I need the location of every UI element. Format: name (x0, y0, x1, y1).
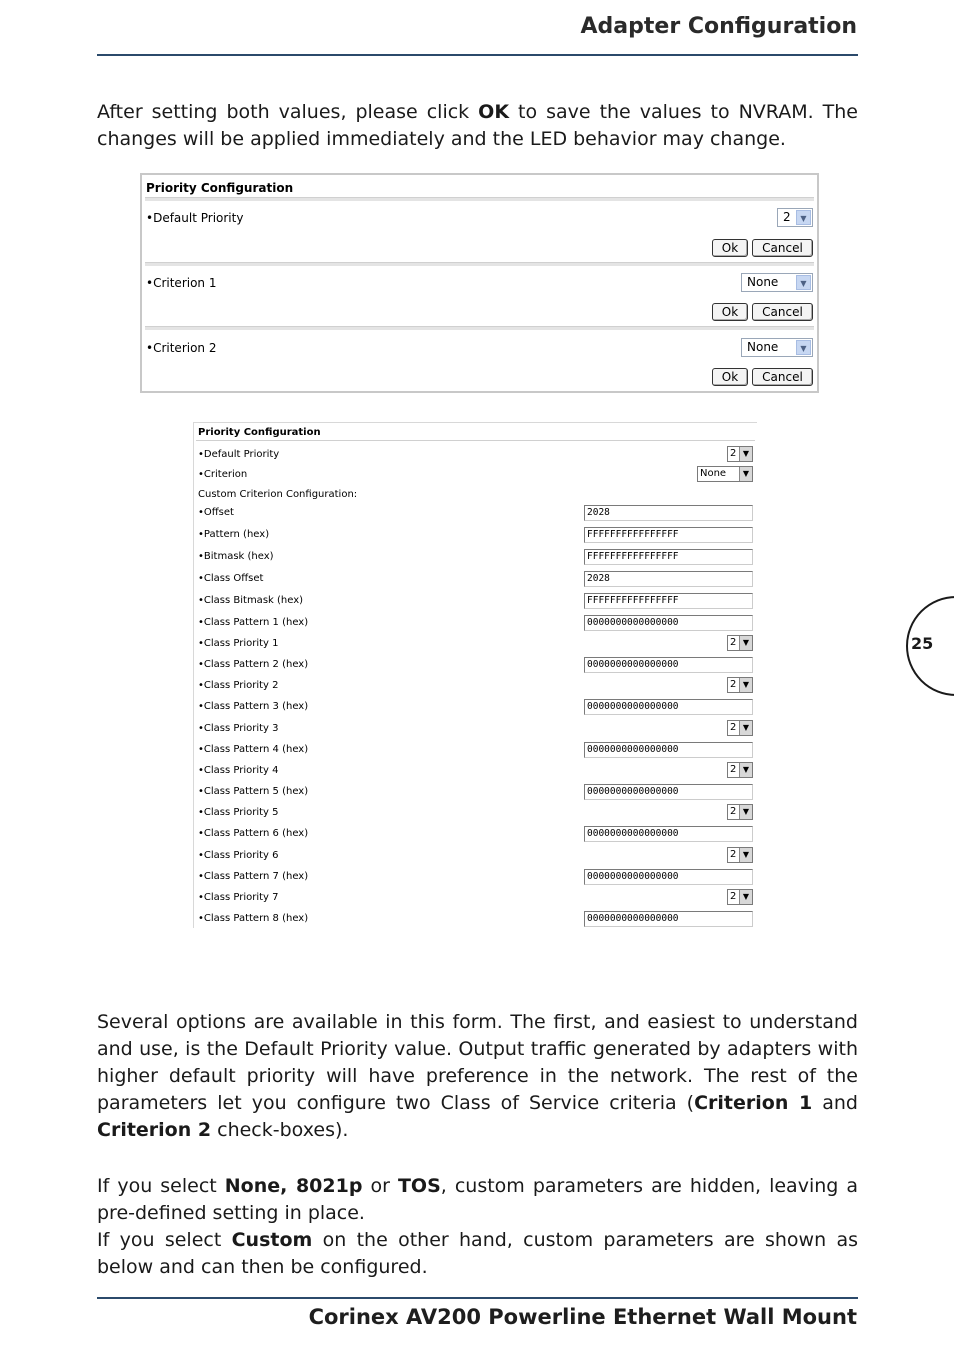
cancel-button[interactable]: Cancel (752, 303, 813, 321)
criterion-2-select[interactable] (741, 338, 813, 357)
shot2-title-rule (196, 440, 755, 441)
criterion-1-value: None (747, 275, 779, 289)
options-paragraph (97, 1009, 858, 1144)
class-priority-5-value: 2 (730, 806, 737, 817)
class-priority-4-label: •Class Priority 4 (198, 765, 279, 776)
ok-button[interactable]: Ok (712, 303, 748, 321)
custom-criterion-heading: Custom Criterion Configuration: (198, 489, 358, 500)
chevron-down-icon: ▼ (739, 636, 752, 650)
class-pattern-8-label: •Class Pattern 8 (hex) (198, 913, 309, 924)
select-none-text-3: , custom parameters are hidden, leaving a pre-defined setting in place. (97, 1175, 859, 1224)
class-priority-7-label: •Class Priority 7 (198, 892, 279, 903)
class-priority-5-label: •Class Priority 5 (198, 807, 279, 818)
shot2-title: Priority Configuration (198, 427, 321, 438)
footer-product-title: Corinex AV200 Powerline Ethernet Wall Mount (308, 1305, 857, 1329)
class-priority-7-select[interactable] (727, 889, 753, 905)
offset-field[interactable]: 2028 (584, 505, 753, 521)
class-pattern-6-field[interactable]: 0000000000000000 (584, 826, 753, 842)
class-pattern-7-label: •Class Pattern 7 (hex) (198, 871, 309, 882)
criterion-1-label: •Criterion 1 (146, 276, 217, 290)
class-priority-3-label: •Class Priority 3 (198, 723, 279, 734)
class-pattern-3-label: •Class Pattern 3 (hex) (198, 701, 309, 712)
class-pattern-5-field[interactable]: 0000000000000000 (584, 784, 753, 800)
class-priority-3-select[interactable] (727, 720, 753, 736)
class-priority-2-value: 2 (730, 679, 737, 690)
options-text-1: Several options are available in this form. The first, and easiest to understand and use, is the Default Priority value. Output traffic generated by adapters with higher default priority will have preference in the network. The rest of the parameters let you configure two Class of Service criteria ( (97, 1011, 858, 1114)
chevron-down-icon: ▼ (739, 890, 752, 904)
criterion-1-select[interactable] (741, 273, 813, 292)
page-number: 25 (911, 634, 934, 653)
class-priority-7-value: 2 (730, 891, 737, 902)
tos-bold: TOS (397, 1175, 441, 1197)
section-divider (145, 262, 814, 266)
class-pattern-1-label: •Class Pattern 1 (hex) (198, 617, 309, 628)
class-priority-1-select[interactable] (727, 635, 753, 651)
options-text-3: check-boxes). (211, 1119, 349, 1141)
criterion-2-value: None (747, 340, 779, 354)
intro-text-post: to save the values to NVRAM. The changes will be applied immediately and the LED behavior may change. (97, 101, 858, 150)
chevron-down-icon: ▼ (796, 275, 811, 290)
select-custom-paragraph (97, 1227, 858, 1281)
intro-text-pre: After setting both values, please click (97, 101, 479, 123)
class-priority-2-select[interactable] (727, 677, 753, 693)
class-priority-4-select[interactable] (727, 762, 753, 778)
chevron-down-icon: ▼ (739, 678, 752, 692)
select-custom-text-1: If you select (97, 1229, 232, 1251)
default-priority-select[interactable] (727, 446, 753, 462)
class-priority-6-value: 2 (730, 849, 737, 860)
class-pattern-5-label: •Class Pattern 5 (hex) (198, 786, 309, 797)
default-priority-label: •Default Priority (146, 211, 244, 225)
shot1-divider (145, 197, 814, 201)
ok-button[interactable]: Ok (712, 239, 748, 257)
pattern-field[interactable]: FFFFFFFFFFFFFFFF (584, 527, 753, 543)
class-pattern-2-label: •Class Pattern 2 (hex) (198, 659, 309, 670)
class-priority-6-label: •Class Priority 6 (198, 850, 279, 861)
ok-button[interactable]: Ok (712, 368, 748, 386)
default-priority-select[interactable] (777, 208, 813, 227)
bitmask-field[interactable]: FFFFFFFFFFFFFFFF (584, 549, 753, 565)
class-offset-label: •Class Offset (198, 573, 264, 584)
default-priority-value: 2 (783, 210, 791, 224)
class-pattern-4-field[interactable]: 0000000000000000 (584, 742, 753, 758)
class-priority-5-select[interactable] (727, 804, 753, 820)
class-bitmask-field[interactable]: FFFFFFFFFFFFFFFF (584, 593, 753, 609)
cancel-button[interactable]: Cancel (752, 368, 813, 386)
intro-ok-bold: OK (478, 101, 510, 123)
class-priority-2-label: •Class Priority 2 (198, 680, 279, 691)
criterion-value: None (700, 468, 727, 479)
chevron-down-icon: ▼ (739, 447, 752, 461)
criterion-label: •Criterion (198, 469, 248, 480)
options-text-2: and (812, 1092, 858, 1114)
offset-label: •Offset (198, 507, 234, 518)
bitmask-label: •Bitmask (hex) (198, 551, 274, 562)
chevron-down-icon: ▼ (739, 763, 752, 777)
custom-bold: Custom (231, 1229, 313, 1251)
header-rule (97, 54, 858, 56)
class-pattern-4-label: •Class Pattern 4 (hex) (198, 744, 309, 755)
pattern-label: •Pattern (hex) (198, 529, 270, 540)
section-divider (145, 326, 814, 330)
criterion-1-bold: Criterion 1 (694, 1092, 813, 1114)
class-pattern-2-field[interactable]: 0000000000000000 (584, 657, 753, 673)
intro-paragraph (97, 99, 858, 153)
class-pattern-7-field[interactable]: 0000000000000000 (584, 869, 753, 885)
footer-rule (97, 1297, 858, 1299)
class-pattern-6-label: •Class Pattern 6 (hex) (198, 828, 309, 839)
shot1-title: Priority Configuration (146, 181, 294, 195)
default-priority-value: 2 (730, 448, 737, 459)
class-bitmask-label: •Class Bitmask (hex) (198, 595, 304, 606)
select-none-paragraph (97, 1173, 858, 1227)
select-none-text-2: or (362, 1175, 398, 1197)
chevron-down-icon: ▼ (796, 340, 811, 355)
page-header-title: Adapter Configuration (580, 14, 857, 39)
class-pattern-1-field[interactable]: 0000000000000000 (584, 615, 753, 631)
class-pattern-3-field[interactable]: 0000000000000000 (584, 699, 753, 715)
chevron-down-icon: ▼ (739, 467, 752, 481)
default-priority-label: •Default Priority (198, 449, 280, 460)
class-pattern-8-field[interactable]: 0000000000000000 (584, 911, 753, 927)
class-priority-1-value: 2 (730, 637, 737, 648)
criterion-select[interactable] (697, 466, 753, 482)
class-priority-1-label: •Class Priority 1 (198, 638, 279, 649)
criterion-2-label: •Criterion 2 (146, 341, 217, 355)
criterion-2-bold: Criterion 2 (97, 1119, 212, 1141)
chevron-down-icon: ▼ (796, 210, 811, 225)
priority-config-screenshot-simple (140, 173, 819, 393)
priority-config-screenshot-custom (193, 422, 757, 928)
select-custom-text-2: on the other hand, custom parameters are shown as below and can then be configured. (97, 1229, 858, 1278)
class-offset-field[interactable]: 2028 (584, 571, 753, 587)
class-priority-4-value: 2 (730, 764, 737, 775)
chevron-down-icon: ▼ (739, 721, 752, 735)
class-priority-6-select[interactable] (727, 847, 753, 863)
class-priority-3-value: 2 (730, 722, 737, 733)
chevron-down-icon: ▼ (739, 848, 752, 862)
chevron-down-icon: ▼ (739, 805, 752, 819)
none-8021p-bold: None, 8021p (224, 1175, 363, 1197)
cancel-button[interactable]: Cancel (752, 239, 813, 257)
select-none-text-1: If you select (97, 1175, 225, 1197)
